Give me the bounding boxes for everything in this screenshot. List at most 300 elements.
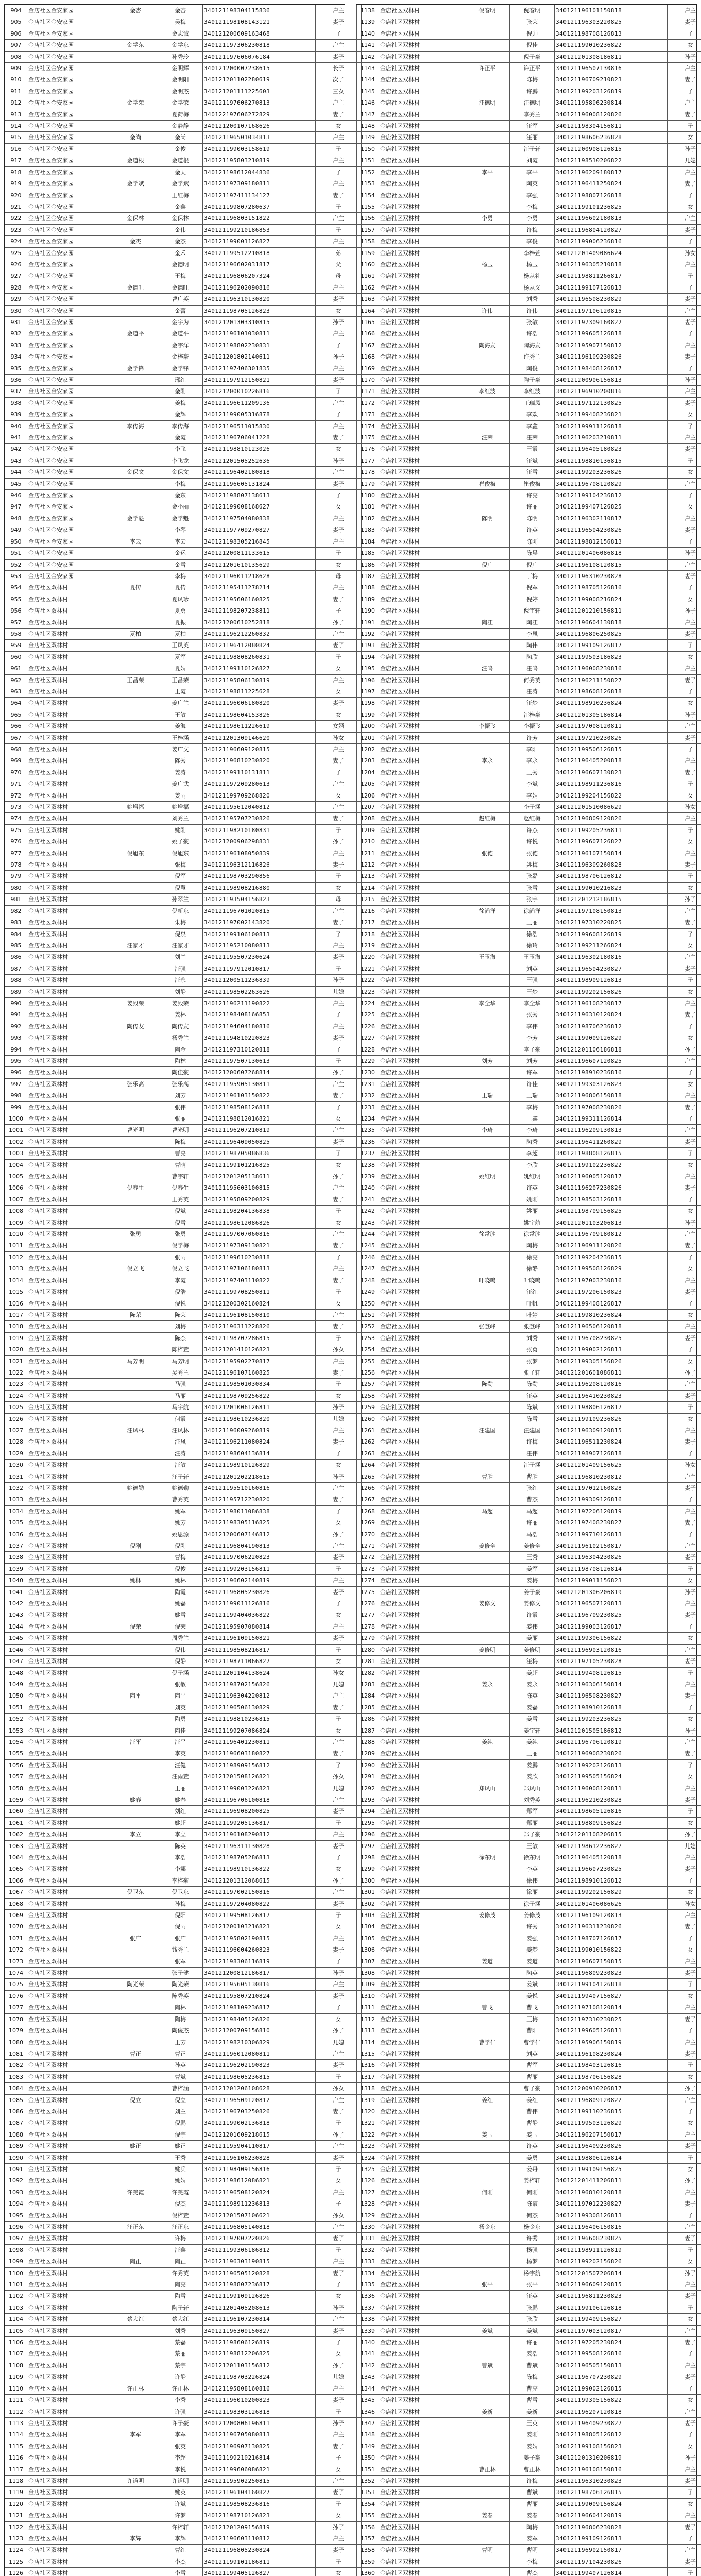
- member-name: 李英: [510, 1863, 555, 1875]
- member-name: 许杰: [510, 824, 555, 836]
- relationship: 妻子: [316, 432, 362, 444]
- village-name: 金店社区双林村: [27, 1125, 113, 1136]
- id-number: 340121195210080813: [203, 940, 316, 951]
- table-row: [357, 1194, 701, 1205]
- village-name: 金店社区双林村: [27, 1309, 113, 1320]
- household-head: [113, 247, 158, 259]
- row-number: 1256: [357, 1367, 379, 1378]
- village-name: 金店社区金安家园: [27, 28, 113, 39]
- id-number: 340121196603110812: [203, 2533, 316, 2544]
- village-name: 金店社区双林村: [379, 1714, 465, 1725]
- table-row: [357, 1944, 701, 1956]
- village-name: 金店社区双林村: [27, 1759, 113, 1771]
- household-head: [113, 767, 158, 778]
- id-number: 340121201406086818: [555, 548, 668, 559]
- id-number: 340121195806230814: [555, 97, 668, 109]
- relationship: 户主: [316, 848, 362, 859]
- row-number: 1270: [357, 1529, 379, 1540]
- id-number: 340121201103156812: [203, 2360, 316, 2371]
- member-name: 姜伟: [510, 1621, 555, 1632]
- relationship: 子: [668, 190, 701, 201]
- id-number: 340121198705086836: [203, 1148, 316, 1159]
- household-head: [465, 1575, 510, 1586]
- household-head: 夏柏: [113, 628, 158, 639]
- household-head: [113, 51, 158, 62]
- village-name: 金店社区双林村: [27, 698, 113, 709]
- table-row: [357, 1633, 701, 1644]
- member-name: 张丽: [158, 1113, 203, 1125]
- village-name: 金店社区金安家园: [27, 501, 113, 513]
- household-head: [465, 2106, 510, 2117]
- village-name: 金店社区双林村: [27, 1806, 113, 1817]
- id-number: 340121201406086626: [555, 1898, 668, 1909]
- row-number: 978: [5, 859, 27, 871]
- member-name: 刘兰: [158, 2106, 203, 2117]
- household-head: [113, 2395, 158, 2406]
- relationship: 妻子: [668, 570, 701, 582]
- relationship: 子: [668, 536, 701, 547]
- row-number: 1180: [357, 490, 379, 501]
- row-number: 1278: [357, 1621, 379, 1632]
- id-number: 340121198606126819: [203, 2337, 316, 2348]
- table-row: [5, 582, 362, 594]
- relationship: 子: [668, 121, 701, 132]
- table-row: [5, 1990, 362, 2002]
- village-name: 金店社区双林村: [27, 2198, 113, 2210]
- table-row: [5, 813, 362, 824]
- id-number: 340121201411206811: [555, 2175, 668, 2187]
- household-head: 倪卫东: [113, 1887, 158, 1898]
- village-name: 金店社区双林村: [379, 2452, 465, 2464]
- row-number: 1323: [357, 2141, 379, 2152]
- table-row: [357, 86, 701, 97]
- member-name: 汪建国: [510, 1425, 555, 1436]
- table-row: [357, 97, 701, 109]
- village-name: 金店社区双林村: [27, 1032, 113, 1044]
- row-number: 1240: [357, 1182, 379, 1194]
- household-head: [113, 2498, 158, 2510]
- row-number: 912: [5, 97, 27, 109]
- id-number: 340121196506130829: [203, 1702, 316, 1713]
- row-number: 1100: [5, 2267, 27, 2279]
- table-row: [357, 1332, 701, 1344]
- id-number: 340121201209156819: [203, 2521, 316, 2533]
- row-number: 1307: [357, 1956, 379, 1967]
- member-name: 倪刚: [158, 1540, 203, 1552]
- table-row: [5, 1148, 362, 1159]
- table-row: [5, 1125, 362, 1136]
- row-number: 968: [5, 744, 27, 755]
- member-name: 刘芳: [158, 1090, 203, 1101]
- village-name: 金店社区双林村: [379, 1921, 465, 1933]
- relationship: 孙子: [316, 2129, 362, 2140]
- id-number: 340121196908230826: [555, 1748, 668, 1759]
- relationship: 孙子: [316, 2417, 362, 2429]
- id-number: 340121196706120819: [555, 1736, 668, 1748]
- relationship: 女: [668, 1990, 701, 2002]
- household-head: [465, 2163, 510, 2175]
- village-name: 金店社区双林村: [379, 1586, 465, 1598]
- member-name: 李芳: [510, 1032, 555, 1044]
- village-name: 金店社区双林村: [27, 628, 113, 639]
- relationship: 子: [668, 420, 701, 432]
- table-row: [357, 1355, 701, 1367]
- member-name: 倪军: [158, 871, 203, 882]
- id-number: 340121197912150821: [203, 375, 316, 386]
- member-name: 倪梓萱: [158, 2210, 203, 2221]
- table-row: [357, 2475, 701, 2486]
- relationship: 子: [316, 2163, 362, 2175]
- table-row: [357, 2545, 701, 2556]
- village-name: 金店社区双林村: [27, 2187, 113, 2198]
- member-name: 许子豪: [158, 2417, 203, 2429]
- household-head: [465, 2383, 510, 2394]
- id-number: 340121198508236816: [203, 2498, 316, 2510]
- id-number: 340121196706100818: [203, 1794, 316, 1805]
- member-name: 叶帆: [510, 1298, 555, 1309]
- id-number: 340121199807280637: [203, 201, 316, 212]
- member-name: 李飞: [158, 444, 203, 455]
- table-row: [5, 1656, 362, 1667]
- village-name: 金店社区双林村: [379, 2556, 465, 2567]
- row-number: 1296: [357, 1829, 379, 1840]
- row-number: 988: [5, 975, 27, 986]
- household-head: [113, 1101, 158, 1113]
- household-head: [465, 501, 510, 513]
- member-name: 金雪: [158, 559, 203, 570]
- table-row: [5, 628, 362, 639]
- village-name: 金店社区金安家园: [27, 570, 113, 582]
- village-name: 金店社区双林村: [27, 1586, 113, 1598]
- id-number: 340121199002126815: [555, 2383, 668, 2394]
- household-head: [465, 2337, 510, 2348]
- household-head: [113, 975, 158, 986]
- table-row: [5, 1806, 362, 1817]
- member-name: 金明辉: [158, 63, 203, 74]
- village-name: 金店社区双林村: [27, 1251, 113, 1263]
- row-number: 1243: [357, 1217, 379, 1228]
- member-name: 杨玉: [510, 259, 555, 270]
- row-number: 920: [5, 190, 27, 201]
- village-name: 金店社区双林村: [379, 651, 465, 663]
- id-number: 340121199210186853: [203, 224, 316, 235]
- member-name: 王敏: [158, 709, 203, 720]
- id-number: 340121201104138624: [203, 1667, 316, 1679]
- table-row: [357, 1148, 701, 1159]
- table-row: [5, 1067, 362, 1078]
- id-number: 340121198708126814: [555, 1563, 668, 1574]
- household-head: [465, 1217, 510, 1228]
- village-name: 金店社区双林村: [379, 802, 465, 813]
- village-name: 金店社区双林村: [27, 848, 113, 859]
- table-row: [5, 213, 362, 224]
- row-number: 1275: [357, 1586, 379, 1598]
- id-number: 340121196310230828: [555, 570, 668, 582]
- row-number: 1293: [357, 1794, 379, 1805]
- household-head: 曹明: [465, 2545, 510, 2556]
- relationship: 女: [668, 698, 701, 709]
- household-head: [113, 2556, 158, 2567]
- relationship: 户主: [316, 2048, 362, 2059]
- row-number: 1081: [5, 2048, 27, 2059]
- id-number: 340121196607130823: [555, 767, 668, 778]
- village-name: 金店社区双林村: [379, 1379, 465, 1390]
- village-name: 金店社区双林村: [27, 686, 113, 697]
- table-row: [357, 721, 701, 732]
- table-row: [357, 2279, 701, 2291]
- row-number: 1039: [5, 1563, 27, 1574]
- table-row: [5, 905, 362, 917]
- id-number: 340121198810136815: [555, 455, 668, 466]
- village-name: 金店社区双林村: [27, 1598, 113, 1609]
- table-row: [5, 732, 362, 743]
- household-head: [465, 1667, 510, 1679]
- household-head: 倪旭东: [113, 848, 158, 859]
- member-name: 倪军: [510, 582, 555, 594]
- relationship: 妻子: [668, 224, 701, 235]
- relationship: 子: [316, 386, 362, 397]
- member-name: 刘红: [158, 1806, 203, 1817]
- member-name: 姜子豪: [510, 2452, 555, 2464]
- relationship: 子: [316, 871, 362, 882]
- household-head: [465, 1563, 510, 1574]
- row-number: 1068: [5, 1898, 27, 1909]
- row-number: 964: [5, 698, 27, 709]
- row-number: 1347: [357, 2417, 379, 2429]
- row-number: 950: [5, 536, 27, 547]
- row-number: 1217: [357, 917, 379, 928]
- village-name: 金店社区双林村: [27, 1794, 113, 1805]
- village-name: 金店社区双林村: [27, 2337, 113, 2348]
- row-number: 910: [5, 74, 27, 86]
- row-number: 1026: [5, 1413, 27, 1425]
- relationship: 妻子: [316, 1633, 362, 1644]
- relationship: 户主: [316, 628, 362, 639]
- village-name: 金店社区双林村: [379, 2475, 465, 2486]
- household-head: [113, 824, 158, 836]
- village-name: 金店社区双林村: [27, 1736, 113, 1748]
- id-number: 340121198910236824: [555, 698, 668, 709]
- table-row: [5, 617, 362, 628]
- relationship: 子: [316, 1206, 362, 1217]
- member-name: 曹静: [510, 2117, 555, 2129]
- row-number: 1238: [357, 1159, 379, 1171]
- relationship: 户主: [316, 282, 362, 293]
- village-name: 金店社区双林村: [27, 1113, 113, 1125]
- household-head: 张平: [465, 2279, 510, 2291]
- village-name: 金店社区金安家园: [27, 375, 113, 386]
- row-number: 1025: [5, 1402, 27, 1413]
- row-number: 1152: [357, 166, 379, 178]
- relationship: 孙子: [316, 316, 362, 328]
- row-number: 1038: [5, 1552, 27, 1563]
- village-name: 金店社区双林村: [379, 1644, 465, 1655]
- id-number: 340121198707126817: [555, 1933, 668, 1944]
- relationship: 户主: [668, 2222, 701, 2233]
- household-head: [465, 86, 510, 97]
- village-name: 金店社区双林村: [27, 2302, 113, 2313]
- id-number: 340121199605126818: [555, 328, 668, 340]
- table-row: [357, 1921, 701, 1933]
- village-name: 金店社区双林村: [27, 2510, 113, 2521]
- id-number: 340121198608126818: [555, 686, 668, 697]
- member-name: 陶海友: [510, 340, 555, 351]
- village-name: 金店社区双林村: [379, 1656, 465, 1667]
- row-number: 1153: [357, 178, 379, 190]
- household-head: [465, 963, 510, 974]
- row-number: 985: [5, 940, 27, 951]
- id-number: 340121198305216845: [203, 536, 316, 547]
- household-head: [465, 2487, 510, 2498]
- row-number: 933: [5, 340, 27, 351]
- member-name: 张德: [510, 848, 555, 859]
- household-head: [465, 524, 510, 536]
- village-name: 金店社区金安家园: [27, 259, 113, 270]
- row-number: 948: [5, 513, 27, 524]
- member-name: 李立: [158, 1829, 203, 1840]
- id-number: 340121198910236816: [555, 1067, 668, 1078]
- table-row: [357, 871, 701, 882]
- household-head: [113, 2545, 158, 2556]
- table-row: [5, 2498, 362, 2510]
- member-name: 陈刚: [510, 536, 555, 547]
- row-number: 1298: [357, 1852, 379, 1863]
- table-row: [357, 674, 701, 686]
- village-name: 金店社区双林村: [379, 2094, 465, 2106]
- row-number: 1274: [357, 1575, 379, 1586]
- id-number: 340121199309126816: [555, 1494, 668, 1505]
- village-name: 金店社区双林村: [379, 190, 465, 201]
- relationship: 户主: [668, 1321, 701, 1332]
- row-number: 1218: [357, 928, 379, 940]
- household-head: [465, 940, 510, 951]
- relationship: 子: [316, 2279, 362, 2291]
- member-name: 曹红: [158, 2545, 203, 2556]
- village-name: 金店社区双林村: [379, 109, 465, 120]
- village-name: 金店社区双林村: [379, 328, 465, 340]
- household-head: [113, 190, 158, 201]
- row-number: 975: [5, 824, 27, 836]
- member-name: 汪荣: [510, 432, 555, 444]
- village-name: 金店社区双林村: [27, 836, 113, 848]
- row-number: 1354: [357, 2498, 379, 2510]
- household-head: [465, 2117, 510, 2129]
- member-name: 李欢: [510, 409, 555, 420]
- relationship: 户主: [668, 2406, 701, 2417]
- id-number: 340121200908126815: [555, 143, 668, 155]
- table-row: [5, 1263, 362, 1275]
- relationship: 女: [316, 1921, 362, 1933]
- id-number: 340121199508126816: [555, 2348, 668, 2360]
- table-row: [357, 2417, 701, 2429]
- table-row: [5, 143, 362, 155]
- id-number: 340121198604136814: [203, 1448, 316, 1459]
- household-head: 姜殿荣: [113, 997, 158, 1009]
- village-name: 金店社区双林村: [379, 155, 465, 166]
- relationship: 子: [316, 1759, 362, 1771]
- village-name: 金店社区双林村: [379, 952, 465, 963]
- row-number: 1288: [357, 1736, 379, 1748]
- household-head: [113, 2025, 158, 2037]
- id-number: 340121198806126817: [555, 1402, 668, 1413]
- household-head: 陶海友: [465, 340, 510, 351]
- id-number: 340121196806230828: [555, 2521, 668, 2533]
- village-name: 金店社区双林村: [379, 848, 465, 859]
- id-number: 340121197309180811: [203, 178, 316, 190]
- relationship: 子: [668, 28, 701, 39]
- row-number: 1231: [357, 1078, 379, 1090]
- id-number: 340121196207230826: [555, 1182, 668, 1194]
- member-name: 杨宇航: [510, 2267, 555, 2279]
- row-number: 1239: [357, 1171, 379, 1182]
- member-name: 姜涛: [158, 767, 203, 778]
- village-name: 金店社区双林村: [379, 375, 465, 386]
- village-name: 金店社区双林村: [379, 940, 465, 951]
- relationship: 子: [316, 1148, 362, 1159]
- relationship: 妻子: [668, 2371, 701, 2383]
- table-row: [357, 1529, 701, 1540]
- village-name: 金店社区双林村: [27, 2406, 113, 2417]
- relationship: 子: [316, 1448, 362, 1459]
- id-number: 340121196607150815: [555, 1956, 668, 1967]
- table-row: [5, 1136, 362, 1147]
- member-name: 姜雪: [510, 1714, 555, 1725]
- table-row: [357, 1667, 701, 1679]
- table-row: [357, 5, 701, 16]
- table-row: [357, 1586, 701, 1598]
- village-name: 金店社区双林村: [27, 2464, 113, 2475]
- relationship: 妻子: [316, 1032, 362, 1044]
- id-number: 340121194604180816: [203, 1021, 316, 1032]
- village-name: 金店社区双林村: [379, 997, 465, 1009]
- household-head: 姜纯: [465, 1736, 510, 1748]
- row-number: 959: [5, 640, 27, 651]
- table-row: [357, 340, 701, 351]
- village-name: 金店社区金安家园: [27, 305, 113, 316]
- household-head: 姜红: [465, 2094, 510, 2106]
- id-number: 340121200910206817: [555, 2083, 668, 2094]
- relationship: 妻子: [316, 109, 362, 120]
- village-name: 金店社区双林村: [27, 1021, 113, 1032]
- id-number: 340121195605130816: [203, 1979, 316, 1990]
- row-number: 1280: [357, 1644, 379, 1655]
- relationship: 儿媳: [316, 1679, 362, 1690]
- table-row: [357, 420, 701, 432]
- id-number: 340121196411250824: [555, 178, 668, 190]
- village-name: 金店社区双林村: [379, 2337, 465, 2348]
- household-head: 陈荣: [113, 1309, 158, 1320]
- village-name: 金店社区双林村: [379, 28, 465, 39]
- table-row: [357, 432, 701, 444]
- relationship: 户主: [316, 2187, 362, 2198]
- table-row: [5, 2279, 362, 2291]
- member-name: 孙英: [158, 2060, 203, 2071]
- village-name: 金店社区双林村: [27, 1517, 113, 1529]
- newspaper-page: [4, 4, 697, 2576]
- relationship: 妻子: [316, 859, 362, 871]
- row-number: 1191: [357, 617, 379, 628]
- table-row: [5, 1460, 362, 1471]
- village-name: 金店社区双林村: [27, 871, 113, 882]
- relationship: 户主: [668, 617, 701, 628]
- row-number: 1257: [357, 1379, 379, 1390]
- village-name: 金店社区双林村: [379, 2083, 465, 2094]
- table-row: [5, 1690, 362, 1702]
- relationship: 女: [316, 2013, 362, 2025]
- row-number: 1271: [357, 1540, 379, 1552]
- member-name: 曹伟: [510, 2106, 555, 2117]
- member-name: 姜强: [510, 1933, 555, 1944]
